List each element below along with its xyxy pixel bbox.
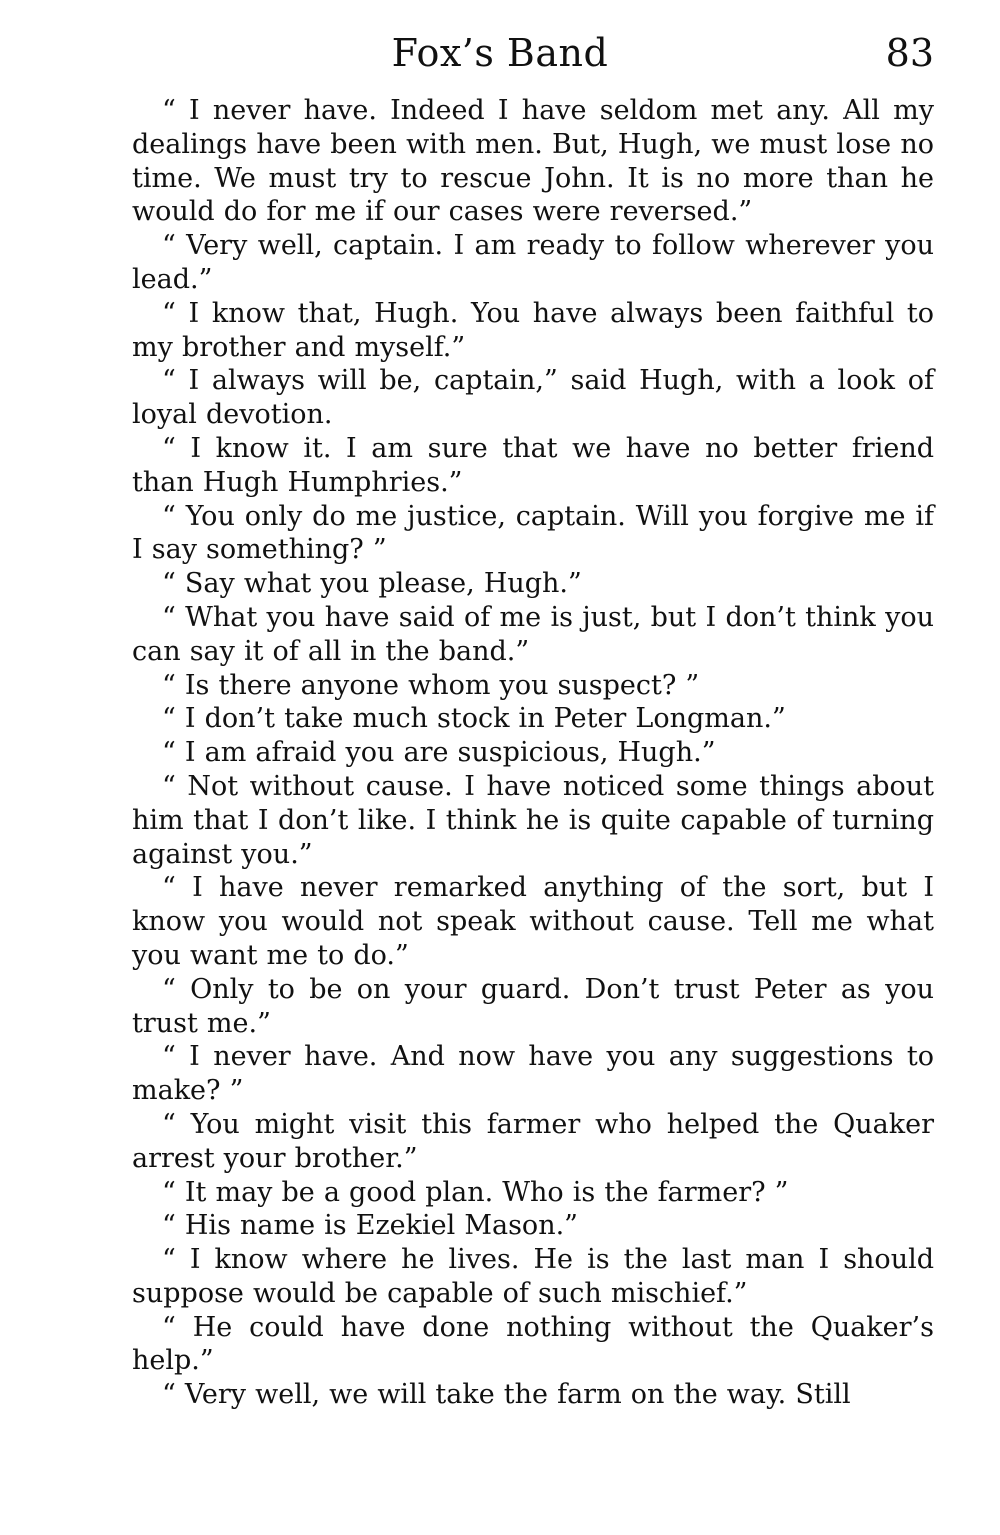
paragraph: “ I know where he lives. He is the last man I should suppose would be capable of such mischief.”: [132, 1244, 934, 1309]
paragraph: “ I don’t take much stock in Peter Longman.”: [162, 703, 786, 735]
paragraph: “ I know that, Hugh. You have always been faithful to my brother and myself.”: [132, 297, 934, 363]
page-number: 83: [885, 31, 934, 75]
paragraph: “ His name is Ezekiel Mason.”: [162, 1210, 578, 1242]
paragraph: “ Not without cause. I have noticed some things about him that I don’t like. I think he is quite capable of turning against you.”: [132, 770, 934, 870]
paragraph: “ Only to be on your guard. Don’t trust Peter as you trust me.”: [132, 973, 934, 1039]
paragraph: “ Is there anyone whom you suspect? ”: [162, 669, 700, 701]
paragraph: “ Very well, captain. I am ready to follow wherever you lead.”: [132, 230, 934, 295]
running-head: [0, 28, 1000, 78]
paragraph: “ It may be a good plan. Who is the farmer? ”: [162, 1176, 789, 1208]
paragraph: “ I never have. And now have you any suggestions to make? ”: [132, 1041, 934, 1107]
paragraph: “ You only do me justice, captain. Will you forgive me if I say something? ”: [132, 500, 934, 566]
paragraph: “ I always will be, captain,” said Hugh, with a look of loyal devotion.: [132, 365, 934, 431]
body-text: [132, 94, 934, 1424]
paragraph: “ He could have done nothing without the Quaker’s help.”: [132, 1311, 934, 1377]
paragraph: “ I never have. Indeed I have seldom met any. All my dealings have been with men. But, Hugh, we must lose no time. We must try to rescue John. It is no more than he would do for me if our cases were reversed.”: [132, 95, 934, 228]
paragraph: “ Say what you please, Hugh.”: [162, 568, 582, 600]
paragraph: “ I know it. I am sure that we have no better friend than Hugh Humphries.”: [132, 432, 934, 498]
paragraph: “ I am afraid you are suspicious, Hugh.”: [162, 737, 716, 769]
paragraph: “ Very well, we will take the farm on the way. Still: [162, 1379, 851, 1411]
paragraph: “ I have never remarked anything of the sort, but I know you would not speak without cause. Tell me what you want me to do.”: [132, 872, 934, 971]
paragraph: “ What you have said of me is just, but I don’t think you can say it of all in the band.”: [132, 601, 934, 667]
running-title: Fox’s Band: [391, 31, 609, 75]
paragraph: “ You might visit this farmer who helped the Quaker arrest your brother.”: [132, 1108, 934, 1174]
